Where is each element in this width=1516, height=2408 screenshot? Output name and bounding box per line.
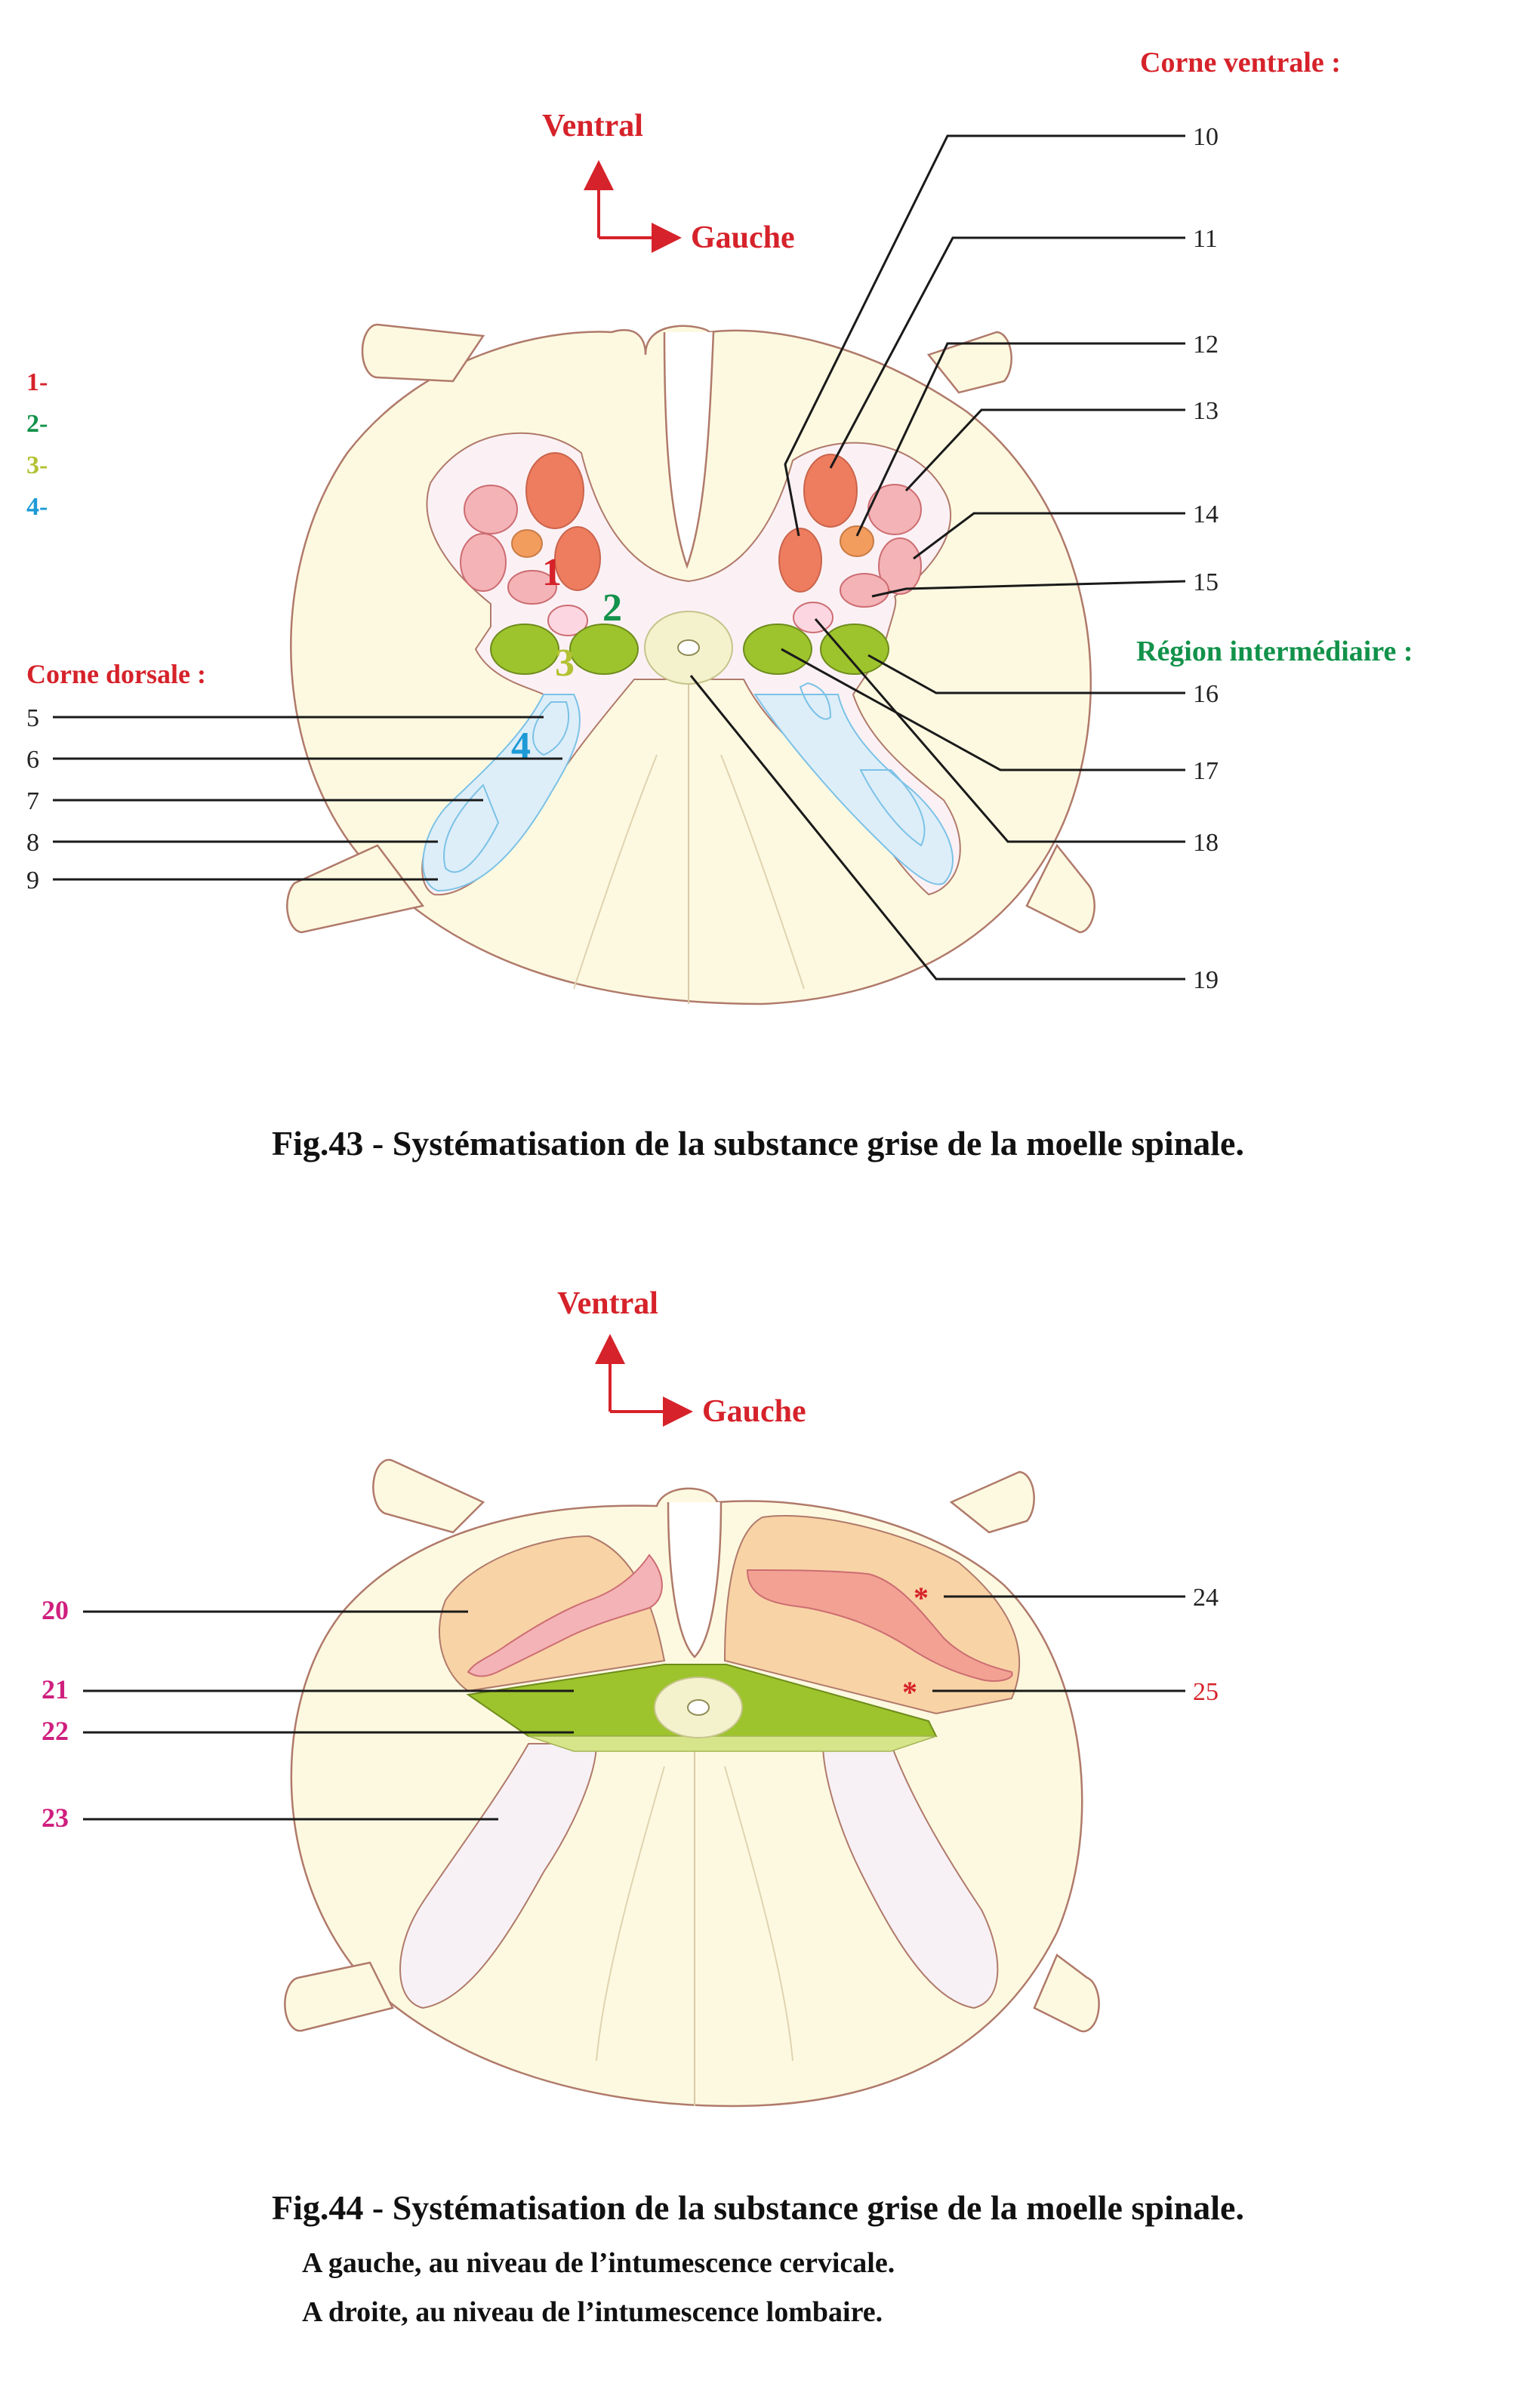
intermediate-nucleus-right-medial bbox=[744, 624, 812, 674]
legend-item-2: 2- bbox=[26, 410, 48, 438]
header-intermediate-region: Région intermédiaire : bbox=[1136, 636, 1413, 667]
dorsal-root-right-44 bbox=[1034, 1955, 1099, 2031]
orient-ventral-label: Ventral bbox=[542, 109, 643, 143]
nucleus-right-g bbox=[793, 602, 833, 633]
nucleus-left-e bbox=[461, 534, 506, 591]
label-10: 10 bbox=[1193, 123, 1219, 151]
label-22: 22 bbox=[42, 1716, 69, 1746]
label-9: 9 bbox=[26, 867, 39, 895]
nucleus-left-d bbox=[555, 527, 600, 590]
label-23: 23 bbox=[42, 1803, 69, 1833]
ventral-root-right-43 bbox=[929, 332, 1012, 393]
label-13: 13 bbox=[1193, 397, 1219, 425]
nucleus-left-c bbox=[512, 530, 542, 557]
region-number-1: 1 bbox=[542, 551, 562, 594]
spinal-cord-cross-section-44 bbox=[285, 1460, 1098, 2106]
header-ventral-horn: Corne ventrale : bbox=[1140, 47, 1341, 79]
intermediate-nucleus-right-lateral bbox=[821, 624, 889, 674]
intermediate-zone-lower-44 bbox=[528, 1736, 936, 1751]
central-canal-43 bbox=[678, 640, 699, 655]
caption-fig44-line3: A droite, au niveau de l’intumescence lombaire. bbox=[302, 2296, 883, 2328]
label-19: 19 bbox=[1193, 966, 1219, 994]
orientation-indicator-44 bbox=[557, 1286, 806, 1429]
label-11: 11 bbox=[1193, 225, 1218, 253]
asterisk-25: * bbox=[902, 1675, 917, 1709]
region-number-3: 3 bbox=[555, 642, 575, 685]
label-24: 24 bbox=[1193, 1584, 1219, 1612]
label-14: 14 bbox=[1193, 500, 1219, 528]
label-12: 12 bbox=[1193, 331, 1219, 359]
asterisk-24: * bbox=[914, 1581, 929, 1615]
label-18: 18 bbox=[1193, 829, 1219, 857]
ventral-root-left-44 bbox=[373, 1460, 483, 1532]
label-5: 5 bbox=[26, 704, 39, 732]
orient-ventral-label-44: Ventral bbox=[557, 1286, 658, 1321]
orientation-indicator-43 bbox=[542, 109, 795, 255]
nucleus-right-c bbox=[840, 526, 874, 556]
orient-gauche-label: Gauche bbox=[691, 220, 795, 255]
caption-fig44: Fig.44 - Systématisation de la substance grise de la moelle spinale. bbox=[272, 2188, 1244, 2227]
nucleus-left-a bbox=[526, 453, 584, 528]
label-20: 20 bbox=[42, 1595, 69, 1625]
intermediate-nucleus-left-lateral bbox=[491, 624, 559, 674]
region-number-4: 4 bbox=[511, 725, 531, 768]
central-canal-44 bbox=[688, 1700, 709, 1715]
legend-43 bbox=[26, 368, 48, 521]
nucleus-right-a bbox=[804, 454, 857, 527]
intermediate-nucleus-left-medial bbox=[570, 624, 638, 674]
label-25: 25 bbox=[1193, 1678, 1219, 1706]
nucleus-right-d bbox=[779, 528, 821, 592]
region-number-2: 2 bbox=[602, 587, 622, 630]
figure-43 bbox=[26, 47, 1413, 1162]
legend-item-1: 1- bbox=[26, 368, 48, 396]
figure-44 bbox=[42, 1286, 1244, 2328]
header-dorsal-horn: Corne dorsale : bbox=[26, 659, 206, 689]
label-15: 15 bbox=[1193, 568, 1219, 596]
caption-fig43: Fig.43 - Systématisation de la substance grise de la moelle spinale. bbox=[272, 1124, 1244, 1162]
label-7: 7 bbox=[26, 787, 39, 815]
orient-gauche-label-44: Gauche bbox=[702, 1394, 806, 1429]
legend-item-3: 3- bbox=[26, 451, 48, 479]
legend-item-4: 4- bbox=[26, 493, 48, 521]
label-6: 6 bbox=[26, 746, 39, 774]
nucleus-right-f bbox=[840, 574, 889, 607]
nucleus-left-b bbox=[464, 485, 517, 534]
label-17: 17 bbox=[1193, 757, 1219, 785]
ventral-root-right-44 bbox=[951, 1472, 1034, 1532]
nucleus-right-b bbox=[868, 485, 921, 534]
spinal-cord-cross-section-43 bbox=[287, 325, 1094, 1004]
label-16: 16 bbox=[1193, 680, 1219, 708]
label-21: 21 bbox=[42, 1674, 69, 1704]
label-8: 8 bbox=[26, 829, 39, 857]
caption-fig44-line2: A gauche, au niveau de l’intumescence cervicale. bbox=[302, 2247, 895, 2279]
